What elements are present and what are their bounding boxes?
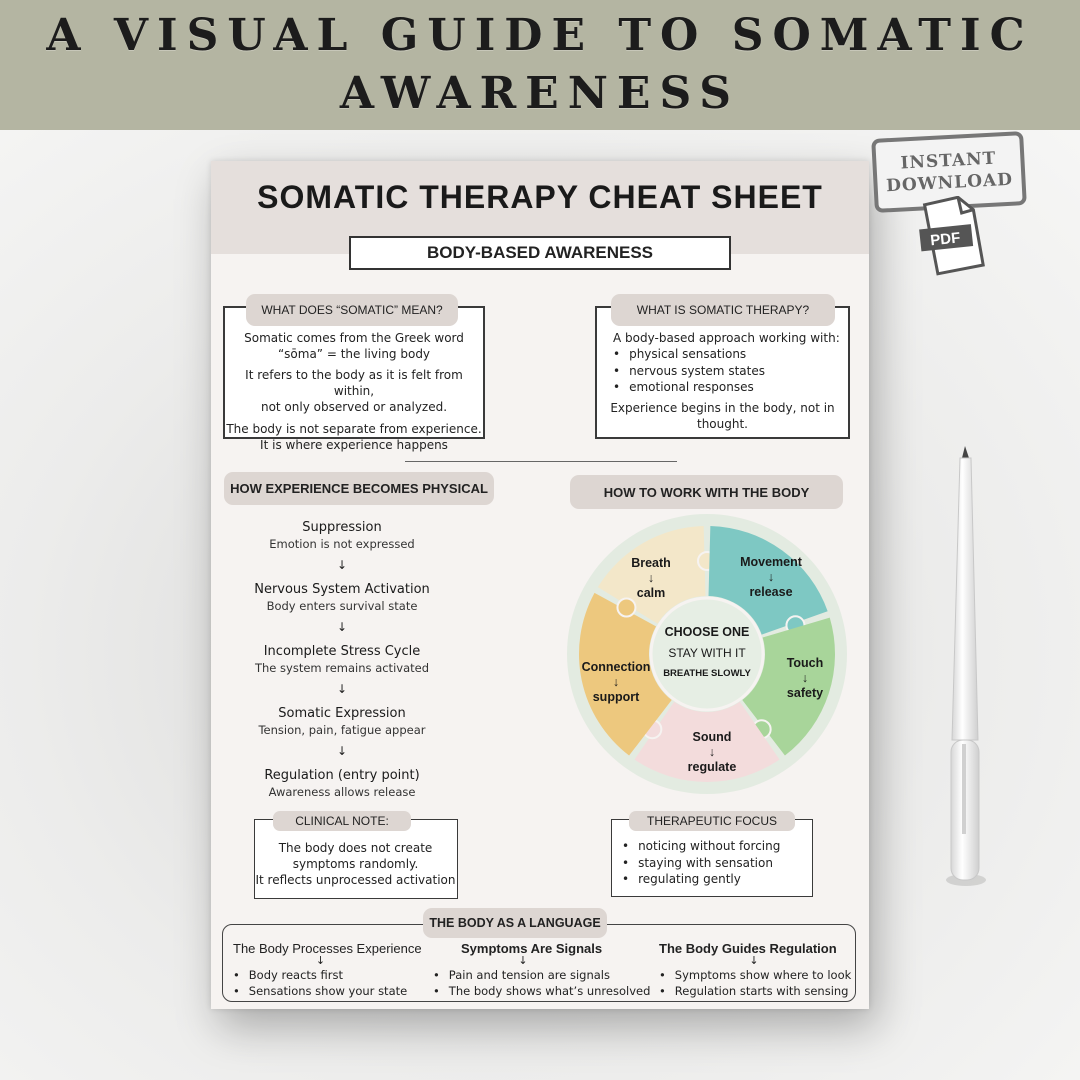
down-arrow-icon: ↓ xyxy=(647,571,655,585)
meaning-text: The body is not separate from experience. xyxy=(226,422,482,436)
column-title: Symptoms Are Signals xyxy=(461,941,603,956)
step-desc: Awareness allows release xyxy=(268,785,416,799)
stamp-line: INSTANT xyxy=(900,148,997,174)
subtitle-box xyxy=(349,236,731,270)
experience-heading xyxy=(224,472,494,505)
list-item: • regulating gently xyxy=(622,871,807,888)
step-title: Incomplete Stress Cycle xyxy=(263,644,421,659)
meaning-text: not only observed or analyzed. xyxy=(260,400,448,414)
banner-title-line-1: A VISUAL GUIDE TO SOMATIC xyxy=(46,10,1034,61)
segment-sound xyxy=(672,730,752,775)
list-item: • Symptoms show where to look xyxy=(659,967,854,983)
stamp-line: DOWNLOAD xyxy=(885,169,1014,197)
therapy-footer: thought. xyxy=(697,417,748,431)
flow-step xyxy=(241,519,443,581)
somatic-meaning-heading xyxy=(246,294,458,326)
divider xyxy=(405,461,677,462)
flow-step xyxy=(241,581,443,643)
heading-text: WHAT DOES “SOMATIC” MEAN? xyxy=(261,303,443,317)
down-arrow-icon: ↓ xyxy=(801,671,809,685)
note-text: It reflects unprocessed activation xyxy=(255,873,456,887)
segment-title: Connection xyxy=(581,660,651,674)
experience-flow xyxy=(241,519,443,829)
down-arrow-icon: ↓ xyxy=(708,745,716,759)
therapy-intro: A body-based approach working with: xyxy=(613,331,840,345)
work-body-heading xyxy=(570,475,843,509)
down-arrow-icon: ↓ xyxy=(336,620,348,634)
list-item: • staying with sensation xyxy=(622,855,807,872)
list-item: • Pain and tension are signals xyxy=(433,967,653,983)
down-arrow-icon: ↓ xyxy=(336,558,348,572)
segment-action: regulate xyxy=(687,760,737,774)
segment-action: release xyxy=(749,585,793,599)
center-line: CHOOSE ONE xyxy=(664,625,750,639)
column-list xyxy=(433,967,653,999)
step-desc: Body enters survival state xyxy=(266,599,418,613)
subtitle-text: BODY-BASED AWARENESS xyxy=(426,243,654,262)
note-text: symptoms randomly. xyxy=(292,857,419,871)
segment-touch xyxy=(770,656,840,701)
step-title: Regulation (entry point) xyxy=(264,768,420,783)
down-arrow-icon: ↓ xyxy=(336,744,348,758)
language-column xyxy=(659,941,854,999)
step-desc: Emotion is not expressed xyxy=(269,537,415,551)
heading-text: WHAT IS SOMATIC THERAPY? xyxy=(636,303,810,317)
meaning-text: Somatic comes from the Greek word xyxy=(244,331,464,345)
somatic-therapy-heading xyxy=(611,294,835,326)
meaning-text: It is where experience happens xyxy=(260,438,448,452)
center-line: BREATHE SLOWLY xyxy=(663,668,751,679)
meaning-text: It refers to the body as it is felt from within, xyxy=(245,368,463,398)
column-list xyxy=(233,967,438,999)
sheet-title: SOMATIC THERAPY CHEAT SHEET xyxy=(257,179,823,215)
pdf-file-icon xyxy=(918,196,988,276)
body-practices-wheel xyxy=(566,513,848,795)
title-banner xyxy=(0,0,1080,130)
segment-action: support xyxy=(592,690,640,704)
list-item: • physical sensations xyxy=(613,346,843,363)
step-desc: Tension, pain, fatigue appear xyxy=(258,723,426,737)
therapy-list xyxy=(613,346,843,396)
clinical-note-box xyxy=(254,819,458,899)
list-item: • Regulation starts with sensing xyxy=(659,983,854,999)
puzzle-knob xyxy=(617,599,635,617)
list-item: • noticing without forcing xyxy=(622,838,807,855)
column-title: The Body Processes Experience xyxy=(233,941,422,956)
segment-title: Movement xyxy=(740,555,802,569)
therapy-footer: Experience begins in the body, not in xyxy=(610,401,835,415)
segment-action: calm xyxy=(636,586,666,600)
heading-text: HOW EXPERIENCE BECOMES PHYSICAL xyxy=(230,481,488,496)
meaning-text: “sōma” = the living body xyxy=(277,347,431,361)
segment-title: Breath xyxy=(631,556,671,570)
heading-text: THERAPEUTIC FOCUS xyxy=(646,814,777,828)
language-column xyxy=(433,941,653,999)
step-title: Nervous System Activation xyxy=(254,582,430,597)
list-item: • emotional responses xyxy=(613,379,843,396)
flow-step xyxy=(241,643,443,705)
clinical-note-heading xyxy=(273,811,411,831)
pen-icon xyxy=(940,440,990,890)
language-column xyxy=(233,941,438,999)
down-arrow-icon: ↓ xyxy=(749,954,759,967)
list-item: • The body shows what’s unresolved xyxy=(433,983,653,999)
segment-title: Touch xyxy=(786,656,824,670)
column-list xyxy=(659,967,854,999)
down-arrow-icon: ↓ xyxy=(518,954,528,967)
down-arrow-icon: ↓ xyxy=(315,954,326,967)
segment-action: safety xyxy=(786,686,824,700)
down-arrow-icon: ↓ xyxy=(336,682,348,696)
step-title: Somatic Expression xyxy=(278,706,406,721)
pdf-label: PDF xyxy=(929,229,962,250)
list-item: • Body reacts first xyxy=(233,967,438,983)
list-item: • nervous system states xyxy=(613,363,843,380)
heading-text: HOW TO WORK WITH THE BODY xyxy=(603,484,810,500)
heading-text: CLINICAL NOTE: xyxy=(295,814,389,828)
segment-connection xyxy=(574,660,658,705)
step-desc: The system remains activated xyxy=(254,661,430,675)
segment-movement xyxy=(721,555,821,600)
down-arrow-icon: ↓ xyxy=(612,675,620,689)
body-language-heading xyxy=(423,908,607,938)
cheat-sheet-page xyxy=(211,161,869,1009)
note-text: The body does not create xyxy=(278,841,433,855)
center-line: STAY WITH IT xyxy=(668,646,746,660)
down-arrow-icon: ↓ xyxy=(767,570,775,584)
therapeutic-focus-heading xyxy=(629,811,795,831)
segment-breath xyxy=(616,556,686,601)
focus-list xyxy=(622,838,807,888)
list-item: • Sensations show your state xyxy=(233,983,438,999)
flow-step xyxy=(241,705,443,767)
segment-title: Sound xyxy=(692,730,732,744)
wheel-center xyxy=(651,623,763,683)
heading-text: THE BODY AS A LANGUAGE xyxy=(429,916,601,930)
banner-title-line-2: AWARENESS xyxy=(339,68,741,119)
step-title: Suppression xyxy=(302,520,382,535)
column-title: The Body Guides Regulation xyxy=(659,941,837,956)
